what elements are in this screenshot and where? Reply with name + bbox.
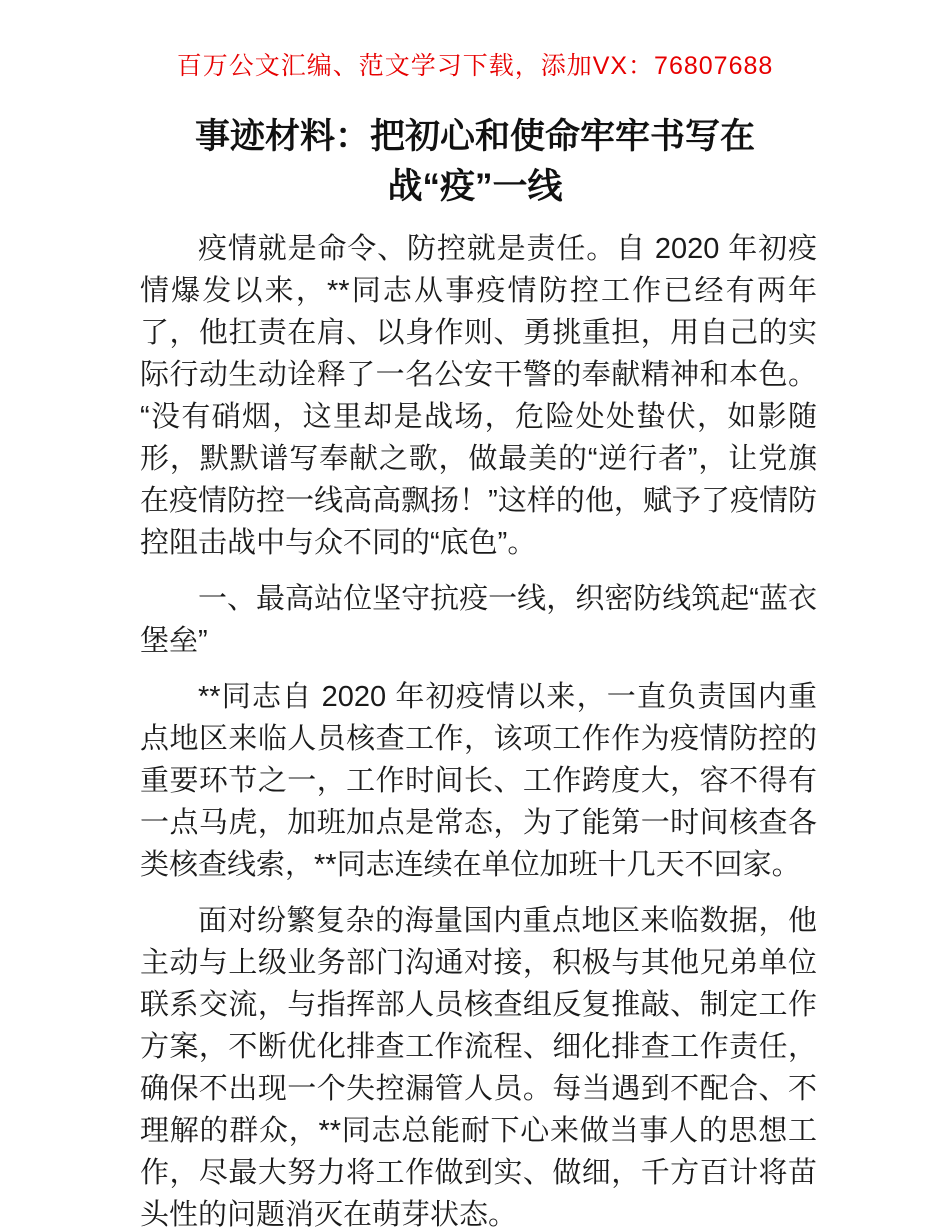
paragraph-coordination: 面对纷繁复杂的海量国内重点地区来临数据，他主动与上级业务部门沟通对接，积极与其他兄弟单位联系交流，与指挥部人员核查组反复推敲、制定工作方案，不断优化排查工作流程、细化排查工作责任，确保不出现一个失控漏管人员。每当遇到不配合、不理解的群众，**同志总能耐下心来做当事人的思想工作，尽最大努力将工作做到实、做细，千方百计将苗头性的问题消灭在萌芽状态。 (140, 905, 817, 1230)
section-heading-1: 一、最高站位坚守抗疫一线，织密防线筑起“蓝衣堡垒” (140, 583, 817, 657)
document-body (140, 228, 817, 1230)
promo-watermark-text: 百万公文汇编、范文学习下载，添加VX：76807688 (176, 52, 774, 80)
paragraph-intro: 疫情就是命令、防控就是责任。自 2020 年初疫情爆发以来，**同志从事疫情防控工作已经有两年了，他扛责在肩、以身作则、勇挑重担，用自己的实际行动生动诠释了一名公安干警的奉献精神和本色。“没有硝烟，这里却是战场，危险处处蛰伏，如影随形，默默谱写奉献之歌，做最美的“逆行者”，让党旗在疫情防控一线高高飘扬！”这样的他，赋予了疫情防控阻击战中与众不同的“底色”。 (140, 233, 817, 559)
document-title-line-2: 战“疫”一线 (387, 167, 563, 206)
document-title (120, 112, 830, 212)
paragraph-duty: **同志自 2020 年初疫情以来，一直负责国内重点地区来临人员核查工作，该项工作作为疫情防控的重要环节之一，工作时间长、工作跨度大，容不得有一点马虎，加班加点是常态，为了能第一时间核查各类核查线索，**同志连续在单位加班十几天不回家。 (140, 681, 817, 881)
document-title-line-1: 事迹材料：把初心和使命牢牢书写在 (194, 117, 755, 156)
